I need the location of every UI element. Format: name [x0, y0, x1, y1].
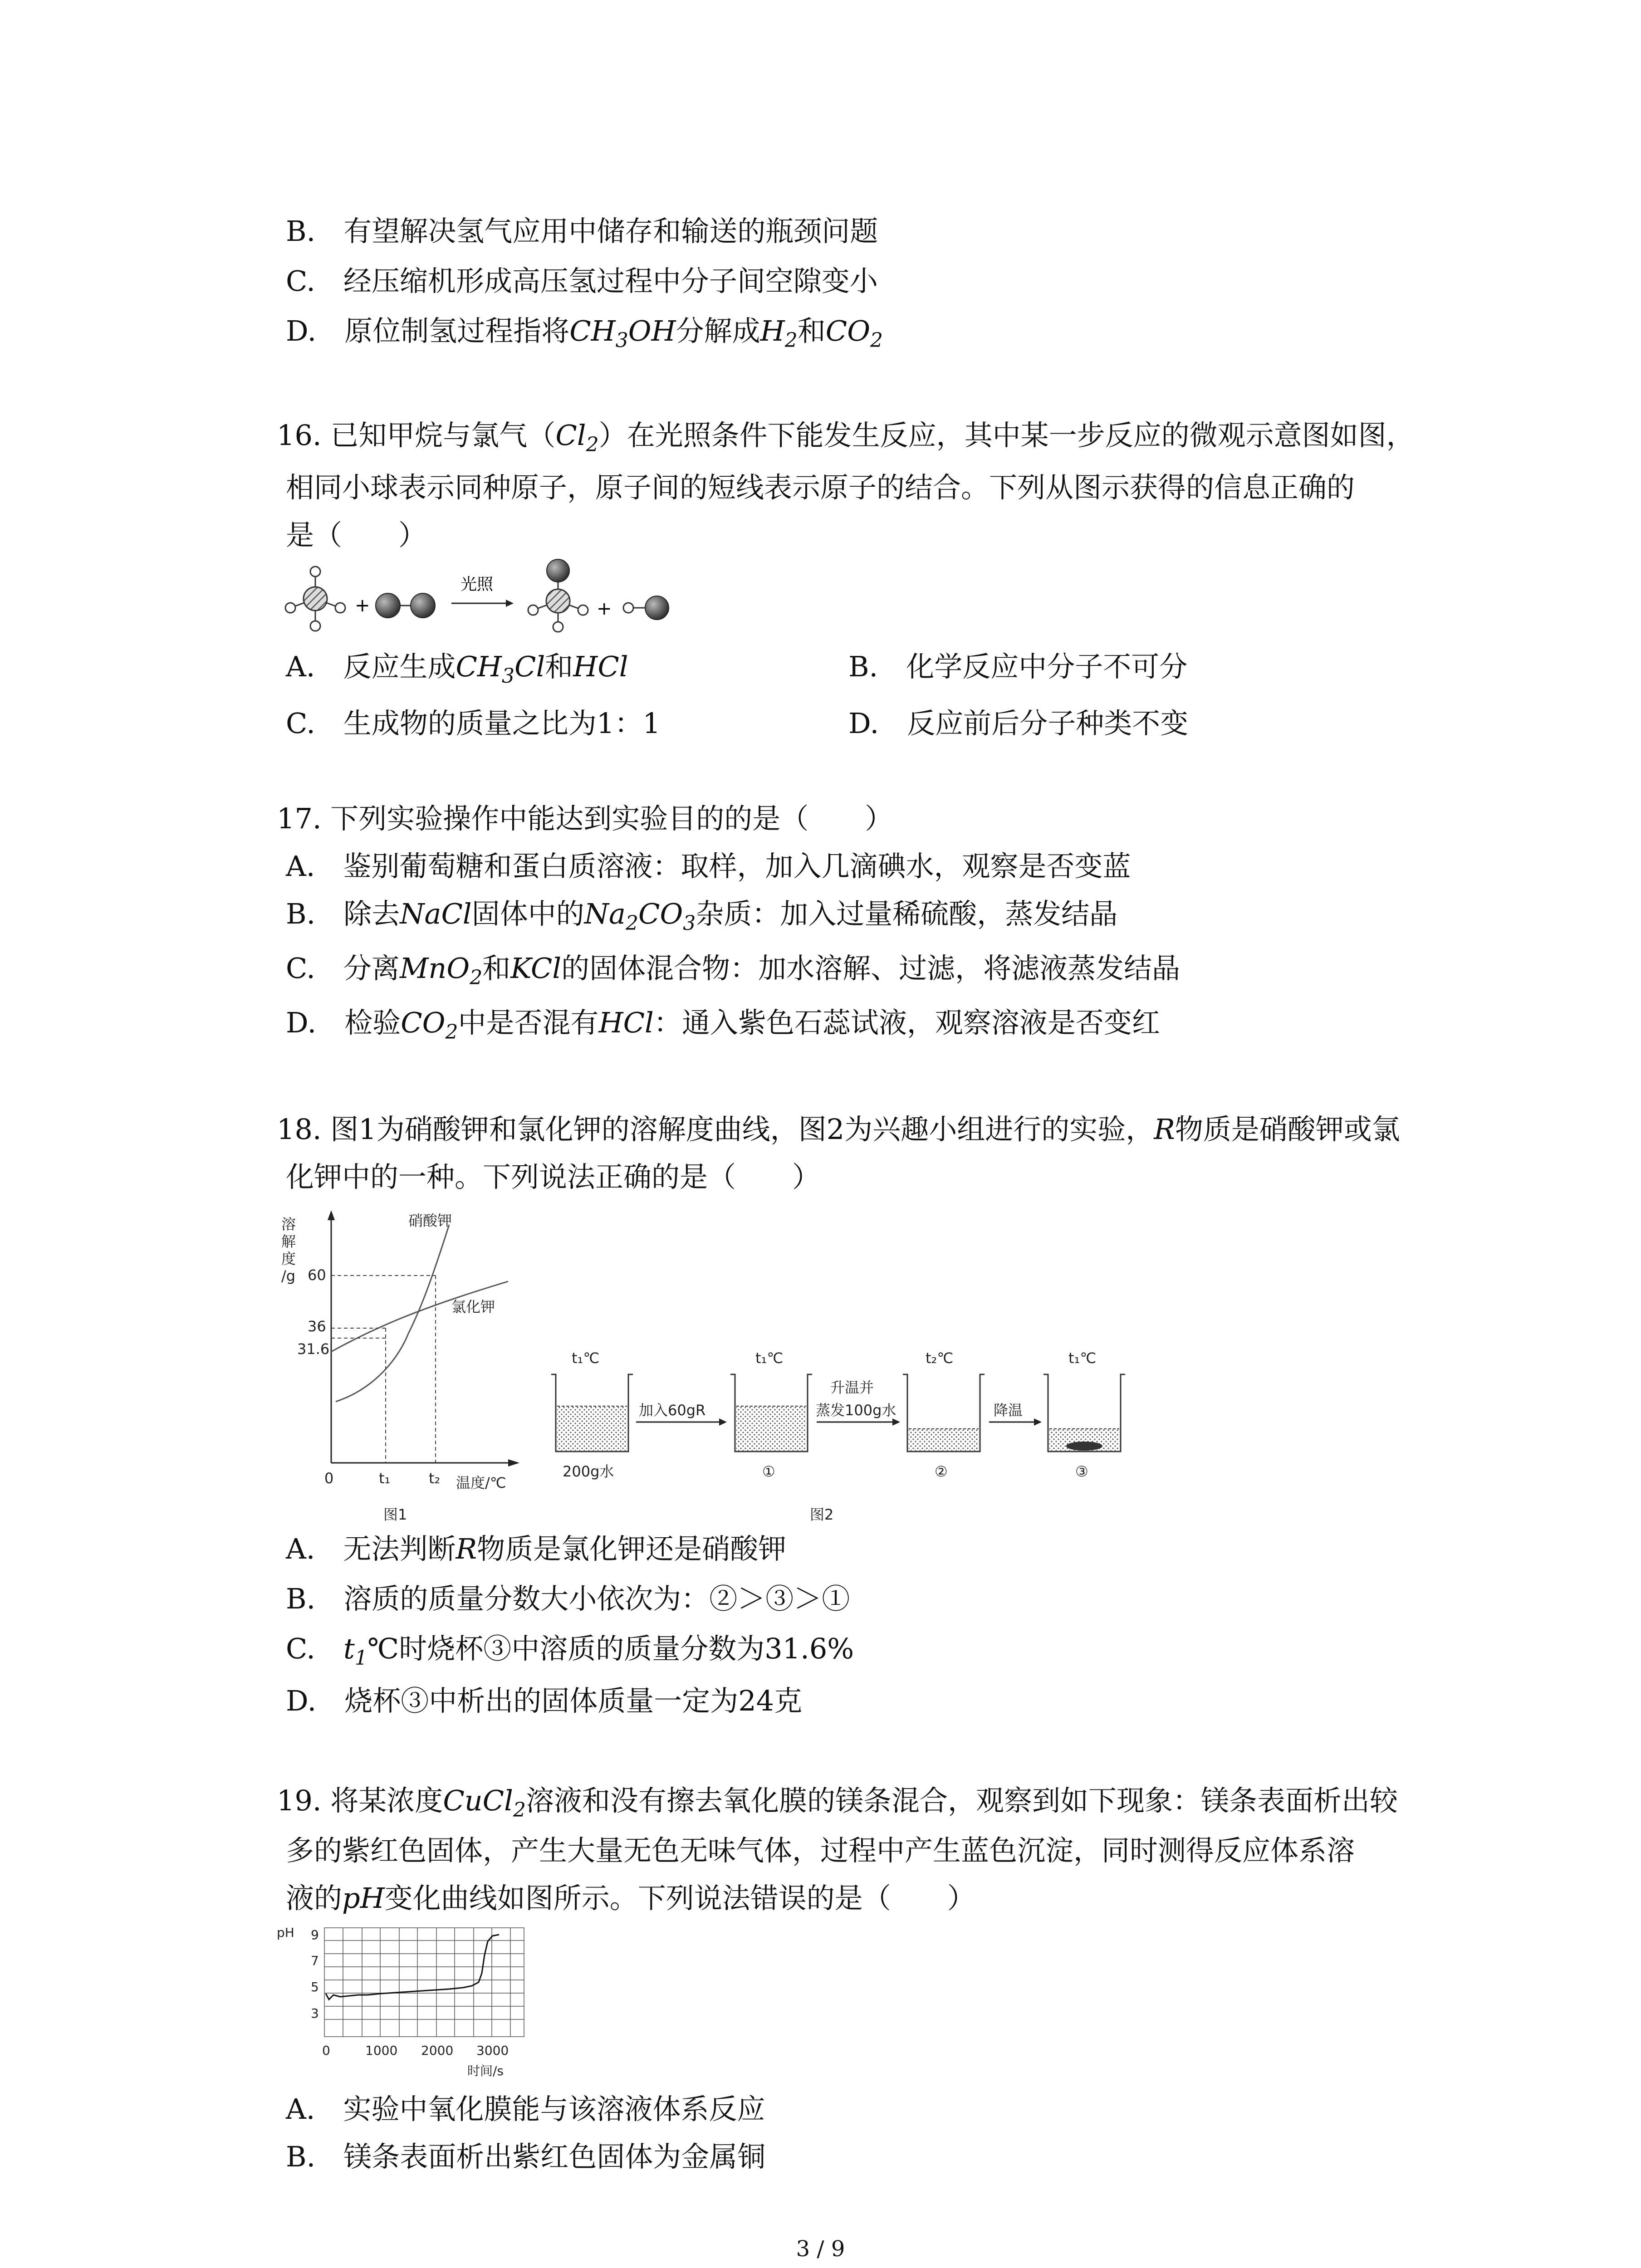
q16-reaction-diagram: [277, 558, 685, 635]
kno3-label: 硝酸钾: [408, 1212, 452, 1229]
beaker-temp-label: t₁℃: [1068, 1349, 1097, 1367]
beaker-temp-label: t₁℃: [572, 1349, 600, 1367]
q17-stem: 17. 下列实验操作中能达到实验目的的是（ ）: [277, 802, 893, 835]
x-tick-3000: 3000: [476, 2043, 509, 2058]
x-tick-t2: t₂: [429, 1470, 441, 1487]
arrow-label: 光照: [460, 575, 494, 594]
y-axis-label: 解: [281, 1233, 296, 1250]
x-tick-0: 0: [324, 1470, 334, 1487]
chlorine-molecule: [376, 593, 435, 618]
x-axis-label: 时间/s: [467, 2063, 504, 2078]
q19-option-b: B. 镁条表面析出紫红色固体为金属铜: [286, 2140, 766, 2173]
q18-option-b: B. 溶质的质量分数大小依次为：②＞③＞①: [286, 1582, 850, 1615]
q18-option-c: C. $t_1℃$时烧杯③中溶质的质量分数为31.6%: [286, 1632, 854, 1670]
y-axis-label: 度: [281, 1250, 296, 1267]
q16-stem-line2: 相同小球表示同种原子，原子间的短线表示原子的结合。下列从图示获得的信息正确的: [286, 471, 1355, 504]
q19-option-a: A. 实验中氧化膜能与该溶液体系反应: [286, 2092, 765, 2126]
figure1-caption: 图1: [383, 1506, 407, 1523]
page-number: 3 / 9: [796, 2236, 845, 2262]
q19-stem-line1: 19. 将某浓度CuCl$_2$溶液和没有擦去氧化膜的镁条混合，观察到如下现象：镁条表面析出较: [277, 1784, 1398, 1822]
q19-stem-line3: 液的pH变化曲线如图所示。下列说法错误的是（ ）: [286, 1882, 975, 1915]
x-axis-label: 温度/℃: [456, 1474, 506, 1491]
q18-solubility-curve-figure: [272, 1207, 526, 1524]
y-tick-60: 60: [308, 1266, 326, 1284]
beaker-temp-label: t₁℃: [755, 1349, 784, 1367]
q17-option-b: B. 除去NaCl固体中的$Na_2CO_3$杂质：加入过量稀硫酸，蒸发结晶: [286, 897, 1118, 935]
q15-option-d: D. 原位制氢过程指将$CH_3OH$分解成$H_2$和$CO_2$: [286, 314, 883, 352]
chloromethane-molecule: [528, 559, 588, 632]
x-tick-2000: 2000: [421, 2043, 454, 2058]
x-tick-t1: t₁: [379, 1470, 391, 1487]
q16-option-b: B. 化学反应中分子不可分: [848, 650, 1188, 683]
y-tick-31-6: 31.6: [297, 1340, 330, 1358]
q19-ph-chart: [277, 1919, 531, 2082]
q18-option-d: D. 烧杯③中析出的固体质量一定为24克: [286, 1684, 803, 1717]
q16-option-a: A. 反应生成$CH_3Cl$和HCl: [286, 650, 628, 688]
q17-option-d: D. 检验$CO_2$中是否混有HCl：通入紫色石蕊试液，观察溶液是否变红: [286, 1006, 1160, 1044]
y-axis-label: pH: [277, 1925, 294, 1940]
beaker-2: [903, 1374, 985, 1452]
beaker-number: ①: [762, 1463, 775, 1480]
q18-experiment-figure: [540, 1343, 1139, 1524]
y-tick-36: 36: [308, 1318, 326, 1335]
q16-stem-line1: 16. 已知甲烷与氯气$(Cl_2)$在光照条件下能发生反应，其中某一步反应的微观示意图如图，: [277, 419, 1415, 456]
figure2-caption: 图2: [810, 1506, 834, 1523]
q18-stem-line2: 化钾中的一种。下列说法正确的是（ ）: [286, 1160, 821, 1193]
q18-stem-line1: 18. 图1为硝酸钾和氯化钾的溶解度曲线，图2为兴趣小组进行的实验，R物质是硝酸钾或氯: [277, 1113, 1400, 1146]
q15-option-b: B. 有望解决氢气应用中储存和输送的瓶颈问题: [286, 215, 878, 248]
x-tick-1000: 1000: [365, 2043, 398, 2058]
q18-option-a: A. 无法判断R物质是氯化钾还是硝酸钾: [286, 1532, 787, 1565]
kcl-curve: [331, 1281, 508, 1352]
methane-molecule: [285, 567, 345, 631]
q16-stem-line3: 是（ ）: [286, 518, 427, 552]
beaker-initial: [551, 1374, 633, 1452]
q16-option-d: D. 反应前后分子种类不变: [848, 707, 1189, 740]
step2-label: 蒸发100g水: [816, 1402, 896, 1419]
step1-label: 加入60gR: [639, 1402, 706, 1419]
q19-stem-line2: 多的紫红色固体，产生大量无色无味气体，过程中产生蓝色沉淀，同时测得反应体系溶: [286, 1834, 1355, 1867]
kcl-label: 氯化钾: [451, 1298, 495, 1315]
plus-sign: +: [597, 598, 612, 619]
y-axis-label: /g: [281, 1267, 296, 1285]
step2-label: 升温并: [830, 1379, 874, 1396]
kno3-curve: [336, 1225, 449, 1402]
beaker-1: [730, 1374, 812, 1452]
q17-option-a: A. 鉴别葡萄糖和蛋白质溶液：取样，加入几滴碘水，观察是否变蓝: [286, 850, 1131, 883]
hcl-molecule: [623, 596, 669, 620]
y-tick-5: 5: [311, 1980, 319, 1994]
beaker-number: ②: [935, 1463, 948, 1480]
q15-option-c: C. 经压缩机形成高压氢过程中分子间空隙变小: [286, 264, 878, 298]
y-tick-9: 9: [311, 1927, 319, 1942]
arrow-icon: [451, 600, 514, 607]
q16-option-c: C. 生成物的质量之比为1：1: [286, 707, 661, 740]
beaker-3: [1043, 1374, 1125, 1452]
step3-label: 降温: [994, 1402, 1023, 1419]
y-axis-label: 溶: [281, 1216, 296, 1233]
water-label: 200g水: [563, 1463, 614, 1480]
y-tick-3: 3: [311, 2006, 319, 2021]
y-tick-7: 7: [311, 1953, 319, 1968]
q17-option-c: C. 分离MnO$_2$和KCl的固体混合物：加水溶解、过滤，将滤液蒸发结晶: [286, 952, 1181, 989]
plus-sign: +: [355, 595, 370, 616]
beaker-number: ③: [1075, 1463, 1088, 1480]
chart-grid: [324, 1928, 524, 2037]
beaker-temp-label: t₂℃: [926, 1349, 954, 1367]
x-tick-0: 0: [322, 2043, 330, 2058]
